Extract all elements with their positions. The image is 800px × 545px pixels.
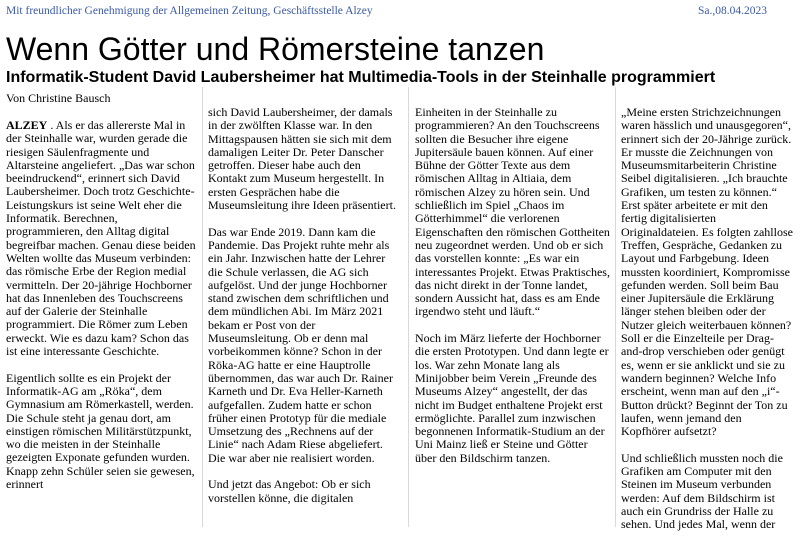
paragraph: Und schließlich mussten noch die Grafiken am Computer mit den Steinen im Museum verbunden werden: Auf dem Bildschirm ist auch ein Grundriss der Halle zu sehen. Und jedes Mal, wenn der [621, 450, 783, 532]
article-column-2 [208, 106, 400, 518]
paragraph-text: . Als er das allererste Mal in der Steinhalle war, wurden gerade die riesigen Säulenfragmente und Altarsteine angeliefert. „Das war schon beeindruckend“, erinnert sich David Laubersheimer. Doch trotz Geschichte-Leistungskurs ist seine Welt eher die Informatik. Berechnen, programmieren, den Alltag digital begreifbar machen. Genau diese beiden Welten wollte das Museum verbinden: das römische Erbe der Region medial vermitteln. Der 20-jährige Hochborner hat das Innenleben des Touchscreens auf der Galerie der Steinhalle programmiert. Die Römer zum Leben erweckt. Wie es dazu kam? Schon das ist eine interessante Geschichte. [6, 118, 196, 359]
source-credit: Mit freundlicher Genehmigung der Allgemeinen Zeitung, Geschäftsstelle Alzey [6, 5, 373, 17]
paragraph: Noch im März lieferte der Hochborner die ersten Prototypen. Und dann legte er los. War zehn Monate lang als Minijobber beim Verein „Freunde des Museums Alzey“ angestellt, der das nicht im Budget enthaltene Projekt erst ermöglichte. Parallel zum inzwischen begonnenen Informatik-Studium an der Uni Mainz ließ er Steine und Götter über den Bildschirm tanzen. [415, 331, 609, 465]
top-bar [0, 0, 800, 22]
paragraph: „Meine ersten Strichzeichnungen waren hässlich und unausgegoren“, erinnert sich der 20-Jährige zurück. Er musste die Zeichnungen von Museumsmitarbeiterin Christine Seibel digitalisieren. „Ich brauchte Grafiken, um testen zu können.“ Erst später arbeitete er mit den fertig digitalisierten Originaldateien. Es folgten zahllose Treffen, Gespräche, Gedanken zu Layout und Farbgebung. Ideen mussten koordiniert, Kompromisse gefunden werden. Soll beim Bau einer Jupitersäule die Erklärung länger stehen bleiben oder der Nutzer gleich weiterbauen können? Soll er die Einzelteile per Drag-and-drop verschieben oder genügt es, wenn er sie anklickt und sie zu wandern beginnen? Welche Info erscheint, wenn man auf den „i“-Button drückt? Beginnt der Ton zu laufen, wenn jemand den Kopfhörer aufsetzt? [621, 105, 793, 439]
paragraph: Und jetzt das Angebot: Ob er sich vorstellen könne, die digitalen [208, 477, 371, 505]
column-divider [408, 87, 409, 527]
article-headline: Wenn Götter und Römersteine tanzen [6, 31, 545, 67]
paragraph [6, 119, 196, 358]
dateline-location: ALZEY [6, 118, 48, 132]
column-divider [615, 87, 616, 527]
publication-date: Sa.,08.04.2023 [698, 5, 767, 17]
article-column-3 [415, 106, 610, 478]
article-byline: Von Christine Bausch [6, 91, 111, 105]
paragraph: Einheiten in der Steinhalle zu programmieren? An den Touchscreens sollten die Besucher ihre eigene Jupitersäule bauen können. Auf einer Bühne der Götter Texte aus dem römischen Alltag in Altiaia, dem römischen Alzey zu hören sein. Und schließlich im Spiel „Chaos im Götterhimmel“ die verlorenen Eigenschaften den römischen Gottheiten neu zugeordnet werden. Und ob er sich das vorstellen konnte: „Es war ein interessantes Projekt. Etwas Praktisches, das nicht direkt in der Tonne landet, sondern Aussicht hat, dass es am Ende irgendwo steht und läuft.“ [415, 105, 610, 319]
article-column-1 [6, 119, 196, 505]
paragraph: sich David Laubersheimer, der damals in der zwölften Klasse war. In den Mittagspausen hätten sie sich mit dem damaligen Leiter Dr. Peter Danscher getroffen. Dieser habe auch den Kontakt zum Museum hergestellt. In ersten Gesprächen habe die Museumsleitung ihre Ideen präsentiert. [208, 105, 396, 213]
article-column-4 [621, 106, 793, 545]
article-subheadline: Informatik-Student David Laubersheimer hat Multimedia-Tools in der Steinhalle programmiert [6, 69, 716, 86]
column-divider [202, 87, 203, 527]
paragraph: Das war Ende 2019. Dann kam die Pandemie. Das Projekt ruhte mehr als ein Jahr. Inzwischen hatte der Lehrer die Schule verlassen, die AG sich aufgelöst. Und der junge Hochborner stand zwischen dem schriftlichen und dem mündlichen Abi. Im März 2021 bekam er Post von der Museumsleitung. Ob er denn mal vorbeikommen könne? Schon in der Röka-AG hatte er eine Hauptrolle übernommen, das war auch Dr. Rainer Karneth und Dr. Eva Heller-Karneth aufgefallen. Zudem hatte er schon früher einen Prototyp für die mediale Umsetzung des „Rechnens auf der Linie“ nach Adam Riese abgeliefert. Die war aber nie realisiert worden. [208, 224, 393, 465]
paragraph: Eigentlich sollte es ein Projekt der Informatik-AG am „Röka“, dem Gymnasium am Römerkastell, werden. Die Schule steht ja genau dort, am einstigen römischen Militärstützpunkt, wo die meisten in der Steinhalle gezeigten Exponate gefunden wurden. Knapp zehn Schüler seien sie gewesen, erinnert [6, 370, 195, 492]
